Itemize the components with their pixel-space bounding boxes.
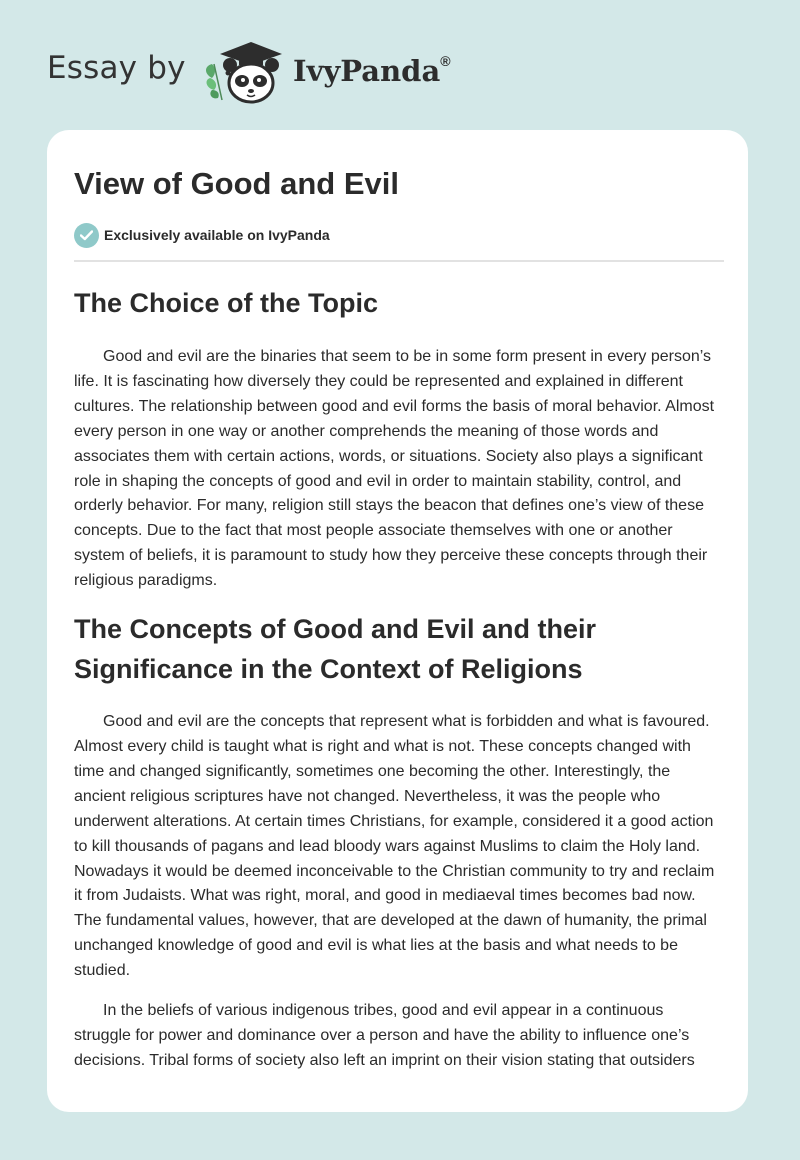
section-heading: The Concepts of Good and Evil and their Significance in the Context of Religions xyxy=(74,614,597,685)
exclusive-badge xyxy=(74,222,330,248)
title-divider xyxy=(74,260,724,262)
essay-by-label: Essay by xyxy=(47,50,186,86)
exclusive-label: Exclusively available on IvyPanda xyxy=(104,227,330,243)
section-heading: The Choice of the Topic xyxy=(74,288,379,318)
essay-card xyxy=(47,130,748,1112)
page-title: View of Good and Evil xyxy=(74,166,399,201)
brand-name xyxy=(293,54,451,88)
panda-graduate-icon xyxy=(200,38,290,108)
article-body xyxy=(74,280,724,1074)
registered-mark: ® xyxy=(440,53,451,70)
site-header xyxy=(0,0,800,130)
paragraph: Good and evil are the binaries that seem to be in some form present in every person’s life. It is fascinating how diversely they could be represented and explained in different cultures. The relationship between good and evil forms the basis of moral behavior. Almost every person in one way or another comprehends the meaning of those words and associates them with certain actions, words, or situations. Society also plays a significant role in shaping the concepts of good and evil in order to maintain stability, control, and orderly behavior. For many, religion still stays the beacon that defines one’s view of these concepts. Due to the fact that most people associate themselves with one or another system of beliefs, it is paramount to study how they perceive these concepts through their religious paradigms. xyxy=(74,348,715,590)
brand-label: IvyPanda xyxy=(293,54,441,88)
paragraph: Good and evil are the concepts that represent what is forbidden and what is favoured. Almost every child is taught what is right and what is not. These concepts changed with time and changed significantly, sometimes one becoming the other. Interestingly, the ancient religious scriptures have not changed. Nevertheless, it was the people who underwent alterations. At certain times Christians, for example, considered it a good action to kill thousands of pagans and lead bloody wars against Muslims to claim the Holy land. Nowadays it would be deemed inconceivable to the Christian community to try and reclaim it from Judaists. What was right, moral, and good in mediaeval times becomes bad now. The fundamental values, however, that are developed at the dawn of humanity, the primal unchanged knowledge of good and evil is what lies at the basis and what needs to be studied. xyxy=(74,713,715,980)
check-circle-icon xyxy=(74,223,99,248)
paragraph: In the beliefs of various indigenous tribes, good and evil appear in a continuous struggle for power and dominance over a person and have the ability to influence one’s decisions. Tribal forms of society also left an imprint on their vision stating that outsiders xyxy=(74,1002,695,1069)
